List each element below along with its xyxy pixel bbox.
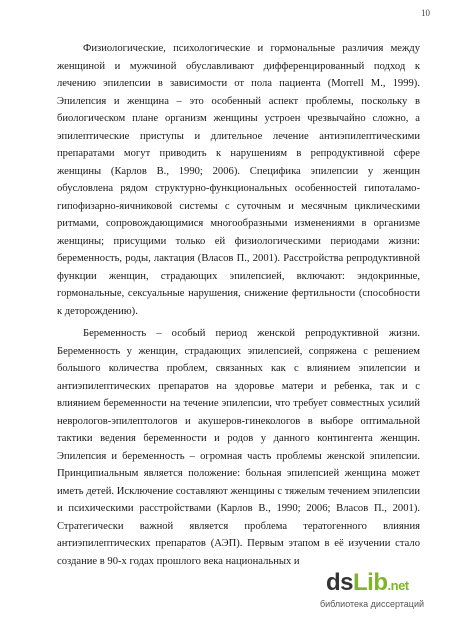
paragraph: Физиологические, психологические и гормональные различия между женщиной и мужчиной обуславливают дифференцированный подход к лечению эпилепсии в зависимости от пола пациента (Morrell M., 1999). Эпилепсия и женщина – это особенный аспект проблемы, поскольку в биологическом плане организм женщины устроен чрезвычайно сложно, а эпилептические приступы и длительное лечение антиэпилептическими препаратами могут приводить к нарушениям в репродуктивной сфере женщины (Карлов В., 1990; 2006). Специфика эпилепсии у женщин обусловлена рядом структурно-функциональных особенностей гипоталамо-гипофизарно-яичниковой системы с суточным и месячным циклическими ритмами, сопровождающимися многообразными изменениями в организме женщины; присущими только ей физиологическими периодами жизни: беременность, роды, лактация (Власов П., 2001). Расстройства репродуктивной функции женщин, страдающих эпилепсией, включают: эндокринные, гормональные, сексуальные нарушения, снижение фертильности (способности к деторождению). — [57, 43, 420, 317]
logo-net-text: .net — [387, 578, 409, 593]
paragraph: Беременность – особый период женской репродуктивной жизни. Беременность у женщин, страдающих эпилепсией, сопряжена с решением большого количества проблем, связанных как с влиянием эпилепсии и антиэпилептических препаратов на здоровье матери и ребенка, так и с влиянием беременности на течение эпилепсии, что требует совместных усилий неврологов-эпилептологов и акушеров-гинекологов в выборе оптимальной тактики ведения беременности и родов у данного контингента женщин. Эпилепсия и беременность – огромная часть проблемы женской эпилепсии. Принципиальным является положение: больная эпилепсией женщина может иметь детей. Исключение составляют женщины с тяжелым течением эпилепсии и психическими расстройствами (Карлов В., 1990; 2006; Власов П., 2001). Стратегически важной является проблема тератогенного влияния антиэпилептических препаратов (АЭП). Первым этапом в её изучении стало создание в 90-х годах прошлого века национальных и — [57, 328, 420, 567]
logo-lib-text: Lib — [353, 569, 388, 596]
dslib-watermark — [308, 567, 436, 611]
watermark-subtitle: библиотека диссертаций — [319, 599, 424, 609]
document-body — [57, 40, 420, 570]
page-number: 10 — [421, 8, 430, 18]
logo-ds-text: ds — [326, 569, 354, 596]
dslib-logo — [326, 569, 409, 597]
